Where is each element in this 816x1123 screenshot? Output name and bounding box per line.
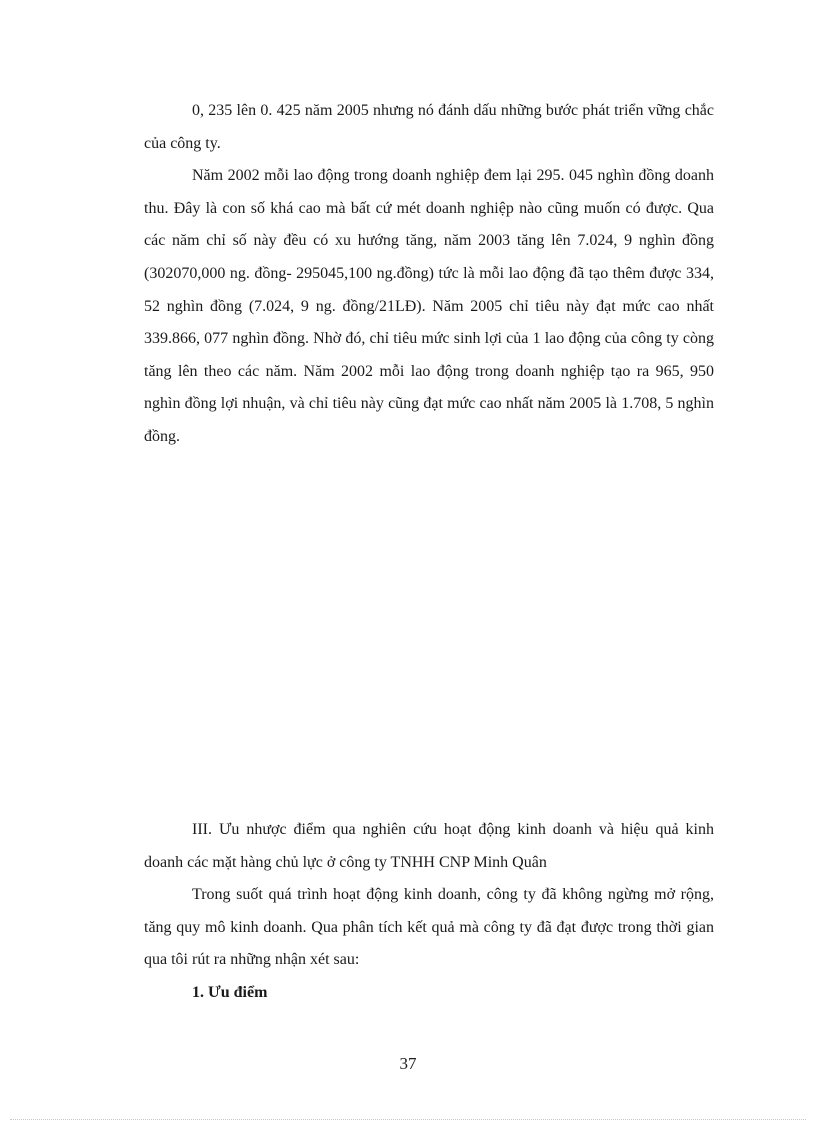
page-bottom-divider [10,1119,806,1120]
top-text-block [144,95,714,454]
page-number: 37 [399,1054,417,1073]
paragraph-labor-productivity: Năm 2002 mỗi lao động trong doanh nghiệp đem lại 295. 045 nghìn đồng doanh thu. Đây là con số khá cao mà bất cứ mét doanh nghiệp nào cũng muốn có được. Qua các năm chỉ số này đều có xu hướng tăng, năm 2003 tăng lên 7.024, 9 nghìn đồng (302070,000 ng. đồng- 295045,100 ng.đồng) tức là mỗi lao động đã tạo thêm được 334, 52 nghìn đồng (7.024, 9 ng. đồng/21LĐ). Năm 2005 chỉ tiêu này đạt mức cao nhất 339.866, 077 nghìn đồng. Nhờ đó, chỉ tiêu mức sinh lợi của 1 lao động của công ty còng tăng lên theo các năm. Năm 2002 mỗi lao động trong doanh nghiệp tạo ra 965, 950 nghìn đồng lợi nhuận, và chỉ tiêu này cũng đạt mức cao nhất năm 2005 là 1.708, 5 nghìn đồng. [144,167,714,445]
section-intro-paragraph: Trong suốt quá trình hoạt động kinh doanh, công ty đã không ngừng mở rộng, tăng quy mô kinh doanh. Qua phân tích kết quả mà công ty đã đạt được trong thời gian qua tôi rút ra những nhận xét sau: [144,886,714,969]
section-title: III. Ưu nhược điểm qua nghiên cứu hoạt động kinh doanh và hiệu quả kinh doanh các mặt hàng chủ lực ở công ty TNHH CNP Minh Quân [144,821,714,871]
paragraph-continuation: 0, 235 lên 0. 425 năm 2005 nhưng nó đánh dấu những bước phát triển vững chắc của công ty. [144,102,714,152]
bottom-text-block [144,814,714,1010]
subheading-advantages: 1. Ưu điểm [192,983,268,1001]
